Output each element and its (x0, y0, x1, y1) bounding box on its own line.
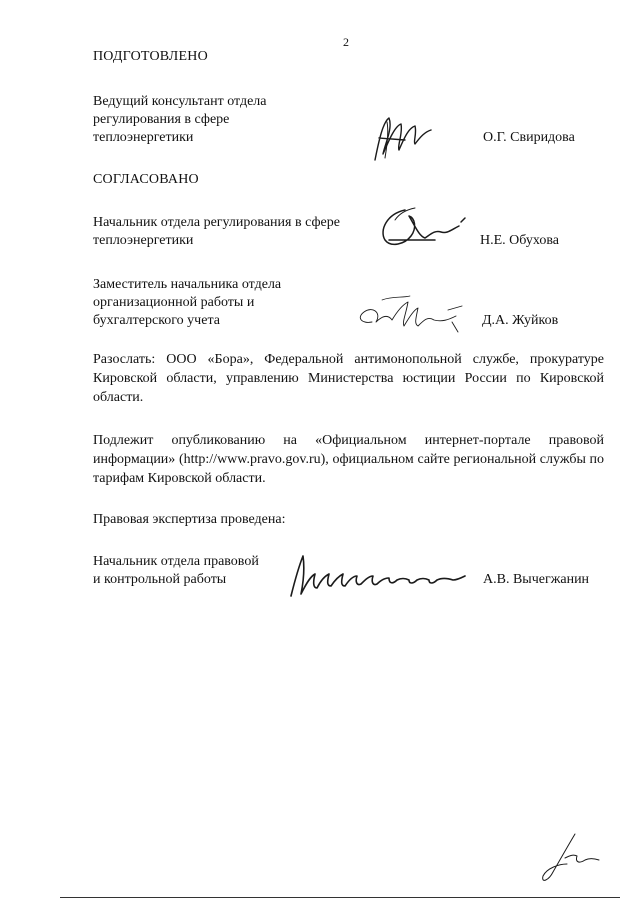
signature-zhuikov (352, 292, 472, 337)
prepared-name: О.Г. Свиридова (483, 130, 575, 145)
legal-signer-name: А.В. Вычегжанин (483, 572, 590, 587)
legal-signer-position-line: и контрольной работы (93, 572, 227, 587)
publication-paragraph: Подлежит опубликованию на «Официальном интернет-портале правовой информации» (http://www.pravo.gov.ru), официальном сайте региональной службы по тарифам Кировской области. (93, 433, 604, 486)
prepared-position-line: регулирования в сфере (93, 112, 230, 127)
distribution-paragraph: Разослать: ООО «Бора», Федеральной антимонопольной службе, прокуратуре Кировской области, управлению Министерства юстиции России по Кировской области. (93, 352, 604, 405)
legal-review-text: Правовая экспертиза проведена: (93, 512, 286, 527)
signature-sviridova (365, 110, 440, 165)
initials-mark (535, 828, 605, 890)
agreed-signer-1-position-line: теплоэнергетики (93, 233, 194, 248)
legal-signer-position-line: Начальник отдела правовой (93, 554, 259, 569)
agreed-signer-2-name: Д.А. Жуйков (482, 313, 559, 328)
footer-rule (60, 897, 620, 898)
agreed-signer-1-name: Н.Е. Обухова (480, 233, 559, 248)
agreed-signer-2-position-line: организационной работы и (93, 295, 255, 310)
agreed-signer-1-position-line: Начальник отдела регулирования в сфере (93, 215, 340, 230)
signature-obukhova (375, 200, 475, 255)
signature-vychegzhanin (285, 550, 470, 602)
agreed-signer-2-position-line: Заместитель начальника отдела (93, 277, 282, 292)
prepared-position-line: теплоэнергетики (93, 130, 194, 145)
agreed-heading: СОГЛАСОВАНО (93, 172, 199, 187)
prepared-position-line: Ведущий консультант отдела (93, 94, 267, 109)
agreed-signer-2-position-line: бухгалтерского учета (93, 313, 220, 328)
prepared-heading: ПОДГОТОВЛЕНО (93, 49, 208, 64)
page-number: 2 (343, 35, 349, 49)
